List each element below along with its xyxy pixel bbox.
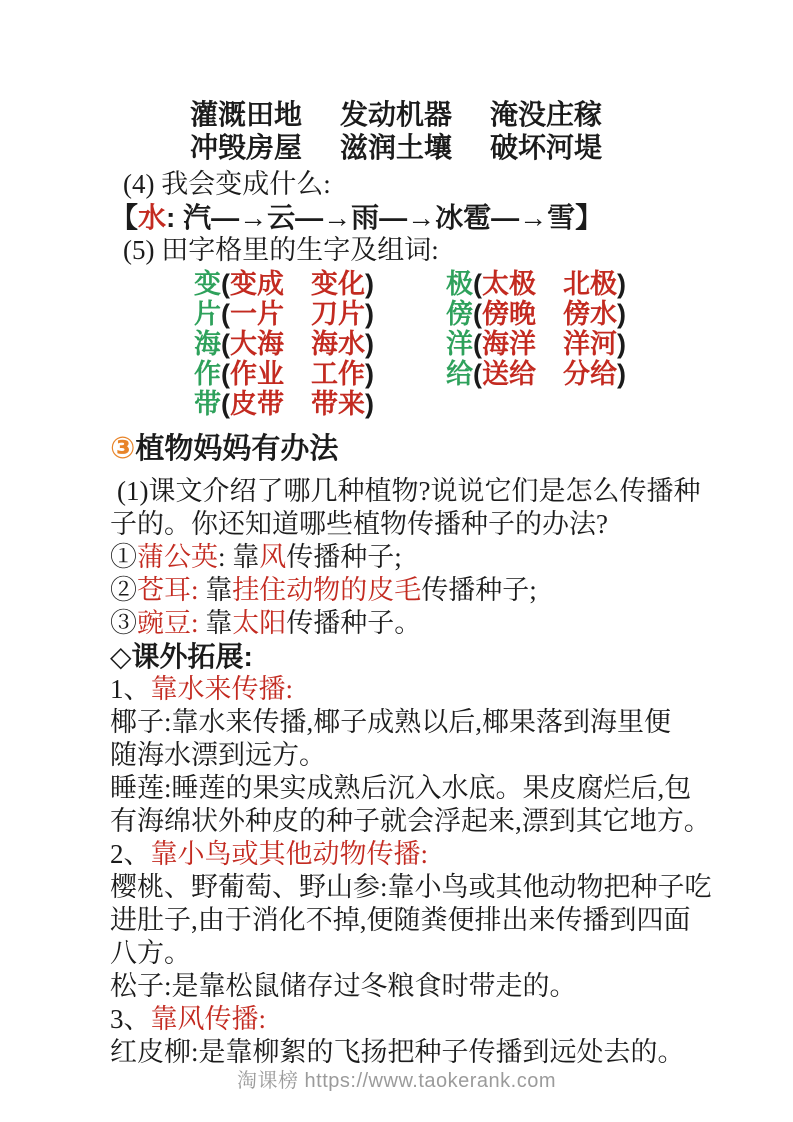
compound-words: 海洋 洋河 [482, 329, 617, 359]
open-paren: ( [221, 359, 230, 389]
compound-words: 作业 工作 [230, 359, 365, 389]
waterlily-line-2 [110, 805, 711, 838]
close-paren: ) [365, 299, 374, 329]
compound-words: 大海 海水 [230, 329, 365, 359]
new-character: 给 [446, 359, 473, 389]
compound-words: 变成 变化 [230, 269, 365, 299]
text-segment: 挂住动物的皮毛 [232, 575, 422, 605]
text-segment: (1)课文介绍了哪几种植物?说说它们是怎么传播种 [117, 476, 701, 506]
text-segment: 樱桃、野葡萄、野山参:靠小鸟或其他动物把种子吃 [110, 872, 712, 902]
footer-watermark-text: 淘课榜 https://www.taokerank.com [236, 1070, 557, 1092]
vocab-phrase: 灌溉田地 [190, 99, 303, 130]
text-segment: ③ [110, 608, 137, 638]
close-paren: ) [365, 329, 374, 359]
text-segment: 1、 [110, 674, 151, 704]
coconut-line-2 [110, 739, 693, 772]
close-paren: ) [365, 389, 374, 419]
new-character: 片 [194, 299, 221, 329]
close-paren: ) [617, 299, 626, 329]
open-paren: ( [221, 329, 230, 359]
question-1-line-2 [110, 508, 693, 541]
vocab-phrase: 滋润土壤 [340, 132, 453, 163]
text-segment: 豌豆 [137, 608, 191, 638]
text-segment: 植物妈妈有办法 [135, 433, 339, 465]
text-segment: 传播种子; [286, 542, 402, 572]
text-segment: 水 [138, 202, 167, 233]
vocab-phrase: 冲毁房屋 [190, 132, 303, 163]
text-segment: 风 [259, 542, 287, 572]
waterlily-line-1 [110, 772, 693, 805]
open-paren: ( [221, 299, 230, 329]
new-character: 作 [194, 359, 221, 389]
text-segment: 椰子:靠水来传播,椰子成熟以后,椰果落到海里便 [110, 707, 672, 737]
text-segment: 有海绵状外种皮的种子就会浮起来,漂到其它地方。 [110, 806, 711, 836]
close-paren: ) [617, 329, 626, 359]
new-character: 极 [446, 269, 473, 299]
new-character: 变 [194, 269, 221, 299]
text-segment: 靠风传播: [150, 1004, 267, 1034]
close-paren: ) [617, 269, 626, 299]
lesson-3-heading [110, 432, 693, 466]
method-3-heading [110, 1003, 693, 1036]
vocab-phrase: 破坏河堤 [490, 132, 603, 163]
text-segment: : [191, 608, 199, 638]
char-words-row [194, 269, 693, 299]
open-paren: ( [473, 299, 482, 329]
compound-words: 太极 北极 [482, 269, 617, 299]
text-segment: : 汽—→云—→雨—→冰雹—→雪】 [166, 202, 604, 233]
text-segment: 进肚子,由于消化不掉,便随粪便排出来传播到四面 [110, 905, 691, 935]
open-paren: ( [473, 359, 482, 389]
char-entry [446, 269, 626, 299]
text-segment: (5) 田字格里的生字及组词: [123, 235, 439, 265]
vocab-row [190, 98, 693, 131]
text-segment: ② [110, 575, 137, 605]
text-segment: 随海水漂到远方。 [110, 740, 326, 770]
water-transformation-chain [110, 201, 693, 234]
text-segment: 3、 [110, 1004, 151, 1034]
new-character: 带 [194, 389, 221, 419]
item-4-label [110, 168, 693, 201]
char-entry [194, 299, 446, 329]
cherry-line-3 [110, 937, 693, 970]
water-effects-grid [110, 98, 693, 164]
cherry-line-2 [110, 904, 693, 937]
extension-heading [110, 640, 693, 673]
open-paren: ( [473, 329, 482, 359]
close-paren: ) [617, 359, 626, 389]
vocab-row [190, 131, 693, 164]
char-words-row [194, 389, 693, 419]
new-character: 海 [194, 329, 221, 359]
text-segment: : [191, 575, 199, 605]
text-segment: 红皮柳:是靠柳絮的飞扬把种子传播到远处去的。 [110, 1037, 685, 1067]
char-entry [194, 269, 446, 299]
vocab-phrase: 淹没庄稼 [490, 99, 603, 130]
answer-cocklebur [110, 574, 693, 607]
open-paren: ( [221, 389, 230, 419]
open-paren: ( [221, 269, 230, 299]
method-1-heading [110, 673, 693, 706]
answer-dandelion [110, 541, 693, 574]
char-words-row [194, 359, 693, 389]
text-segment: 2、 [110, 839, 151, 869]
character-word-table [194, 269, 693, 419]
text-segment: 靠小鸟或其他动物传播: [150, 839, 429, 869]
text-segment: (4) 我会变成什么: [123, 169, 331, 199]
text-segment: 八方。 [110, 938, 191, 968]
new-character: 洋 [446, 329, 473, 359]
char-entry [446, 359, 626, 389]
text-segment: 松子:是靠松鼠储存过冬粮食时带走的。 [110, 971, 577, 1001]
text-segment: 蒲公英 [137, 542, 218, 572]
close-paren: ) [365, 359, 374, 389]
vocab-phrase: 发动机器 [340, 99, 453, 130]
char-entry [194, 329, 446, 359]
text-segment: 【 [110, 202, 139, 233]
text-segment: ◇课外拓展: [110, 641, 253, 672]
text-segment: 靠 [198, 608, 233, 638]
question-1-line-1 [110, 475, 701, 508]
open-paren: ( [473, 269, 482, 299]
text-segment: 靠 [198, 575, 233, 605]
close-paren: ) [365, 269, 374, 299]
compound-words: 皮带 带来 [230, 389, 365, 419]
coconut-line-1 [110, 706, 693, 739]
text-segment: 子的。你还知道哪些植物传播种子的办法? [110, 509, 608, 539]
char-entry [194, 359, 446, 389]
answer-pea [110, 607, 693, 640]
char-words-row [194, 329, 693, 359]
text-segment: 苍耳 [137, 575, 191, 605]
text-segment: 传播种子; [421, 575, 537, 605]
pine-nut-line [110, 970, 693, 1003]
text-segment: ③ [110, 432, 136, 465]
item-5-label [110, 234, 693, 267]
text-segment: 太阳 [232, 608, 287, 638]
method-2-heading [110, 838, 693, 871]
char-entry [446, 299, 626, 329]
char-entry [194, 389, 374, 419]
compound-words: 傍晚 傍水 [482, 299, 617, 329]
text-segment: : 靠 [218, 542, 260, 572]
text-segment: 靠水来传播: [150, 674, 294, 704]
text-segment: ① [110, 542, 137, 572]
text-segment: 传播种子。 [286, 608, 422, 638]
compound-words: 送给 分给 [482, 359, 617, 389]
document-content [110, 98, 712, 1069]
new-character: 傍 [446, 299, 473, 329]
cherry-line-1 [110, 871, 712, 904]
char-words-row [194, 299, 693, 329]
text-segment: 睡莲:睡莲的果实成熟后沉入水底。果皮腐烂后,包 [110, 773, 692, 803]
char-entry [446, 329, 626, 359]
footer-watermark [0, 1064, 793, 1093]
compound-words: 一片 刀片 [230, 299, 365, 329]
